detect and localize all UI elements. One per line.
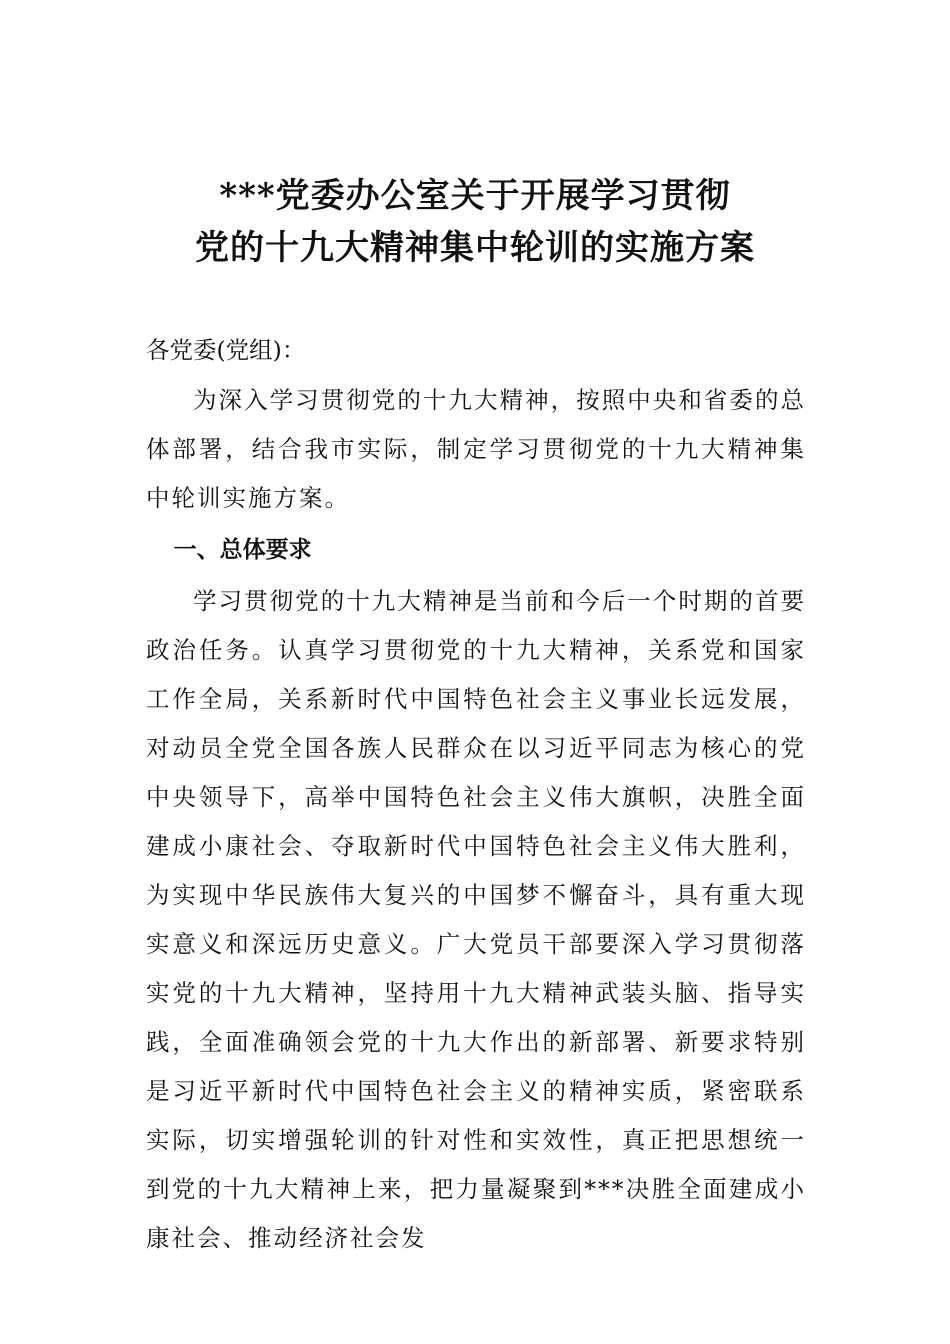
section-paragraph: 学习贯彻党的十九大精神是当前和今后一个时期的首要政治任务。认真学习贯彻党的十九大精神，关系党和国家工作全局，关系新时代中国特色社会主义事业长远发展，对动员全党全国各族人民群众在以习近平同志为核心的党中央领导下，高举中国特色社会主义伟大旗帜，决胜全面建成小康社会、夺取新时代中国特色社会主义伟大胜利，为实现中华民族伟大复兴的中国梦不懈奋斗，具有重大现实意义和深远历史意义。广大党员干部要深入学习贯彻落实党的十九大精神，坚持用十九大精神武装头脑、指导实践，全面准确领会党的十九大作出的新部署、新要求特别是习近平新时代中国特色社会主义的精神实质，紧密联系实际，切实增强轮训的针对性和实效性，真正把思想统一到党的十九大精神上来，把力量凝聚到***决胜全面建成小康社会、推动经济社会发 xyxy=(146,587,806,1252)
document-body xyxy=(146,324,806,1263)
title-line-1: ***党委办公室关于开展学习贯彻 xyxy=(219,176,731,216)
intro-paragraph: 为深入学习贯彻党的十九大精神，按照中央和省委的总体部署，结合我市实际，制定学习贯彻党的十九大精神集中轮训实施方案。 xyxy=(146,386,806,512)
title-line-2: 党的十九大精神集中轮训的实施方案 xyxy=(195,228,755,268)
document-title xyxy=(0,170,950,274)
section-heading: 一、总体要求 xyxy=(173,537,312,563)
salutation: 各党委(党组)： xyxy=(146,336,306,364)
